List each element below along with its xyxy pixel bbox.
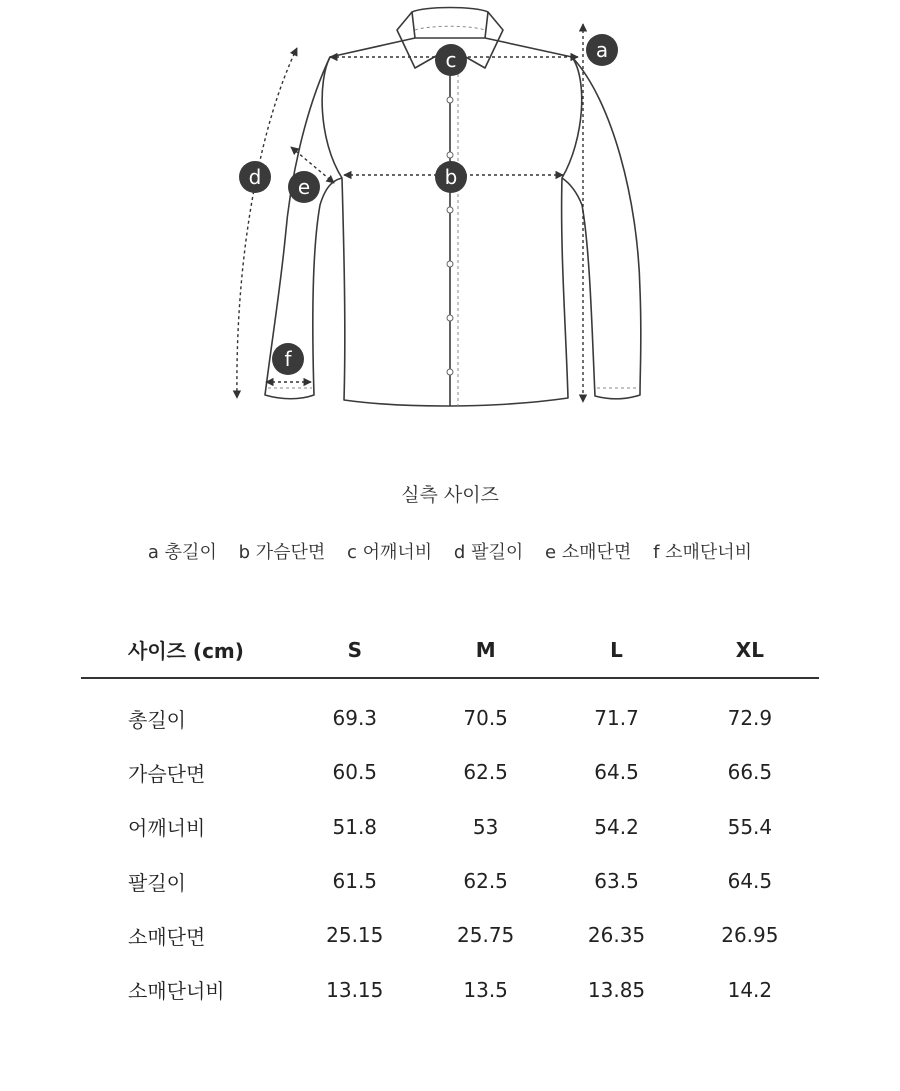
legend-item-f: f 소매단너비	[653, 542, 753, 563]
cell-value: 25.75	[457, 923, 515, 948]
cell-value: 53	[472, 814, 499, 839]
marker-b-badge	[435, 161, 467, 193]
marker-c-label: c	[445, 48, 457, 72]
row-label: 소매단너비	[128, 979, 225, 1004]
cell-value: 69.3	[332, 706, 378, 731]
table-row	[81, 962, 819, 1016]
cell-value: 26.35	[587, 923, 646, 948]
shirt-measurement-diagram	[0, 0, 900, 430]
header-size-xl: XL	[735, 637, 764, 662]
cell-value: 13.5	[463, 977, 508, 1002]
row-label: 소매단면	[128, 924, 206, 949]
cell-value: 26.95	[721, 923, 779, 948]
cell-value: 25.15	[326, 923, 384, 948]
legend-item-c: c 어깨너비	[347, 542, 433, 563]
marker-a-badge	[586, 34, 618, 66]
header-size-s: S	[347, 637, 362, 662]
cell-value: 64.5	[594, 760, 639, 785]
size-section-title: 실측 사이즈	[401, 484, 499, 506]
table-row	[81, 854, 819, 908]
marker-d-label: d	[248, 165, 262, 189]
marker-e-badge	[288, 171, 320, 203]
table-row	[81, 745, 819, 799]
row-label: 팔길이	[128, 870, 186, 895]
cell-value: 72.9	[727, 706, 773, 731]
row-label: 가슴단면	[128, 761, 206, 786]
legend-item-b: b 가슴단면	[238, 542, 326, 563]
marker-f-label: f	[284, 347, 292, 371]
marker-e-label: e	[297, 175, 311, 199]
marker-f-badge	[272, 343, 304, 375]
legend-item-e: e 소매단면	[544, 542, 632, 563]
cell-value: 60.5	[332, 760, 378, 785]
header-size-l: L	[610, 637, 623, 662]
cell-value: 51.8	[332, 814, 378, 839]
header-size-label: 사이즈 (cm)	[128, 639, 244, 663]
header-size-m: M	[475, 637, 496, 662]
marker-c-badge	[435, 44, 467, 76]
cell-value: 64.5	[727, 869, 773, 894]
cell-value: 63.5	[594, 869, 639, 894]
cell-value: 13.15	[326, 977, 384, 1002]
cell-value: 70.5	[463, 706, 508, 731]
marker-d-badge	[239, 161, 271, 193]
row-label: 어깨너비	[128, 816, 206, 841]
cell-value: 14.2	[727, 977, 773, 1002]
cell-value: 61.5	[332, 869, 378, 894]
measurement-legend	[0, 538, 900, 564]
legend-item-d: d 팔길이	[453, 542, 524, 563]
table-row	[81, 800, 819, 854]
marker-b-label: b	[444, 165, 458, 189]
cell-value: 66.5	[727, 760, 773, 785]
size-table	[81, 622, 819, 1017]
row-label: 총길이	[128, 707, 186, 732]
cell-value: 62.5	[463, 760, 508, 785]
size-table-header-row	[81, 622, 819, 678]
marker-a-label: a	[595, 38, 609, 62]
cell-value: 55.4	[727, 814, 773, 839]
legend-item-a: a 총길이	[147, 542, 217, 563]
cell-value: 71.7	[594, 706, 639, 731]
cell-value: 54.2	[594, 814, 639, 839]
table-row	[81, 908, 819, 962]
cell-value: 62.5	[463, 869, 508, 894]
cell-value: 13.85	[587, 977, 646, 1002]
table-row	[81, 678, 819, 745]
